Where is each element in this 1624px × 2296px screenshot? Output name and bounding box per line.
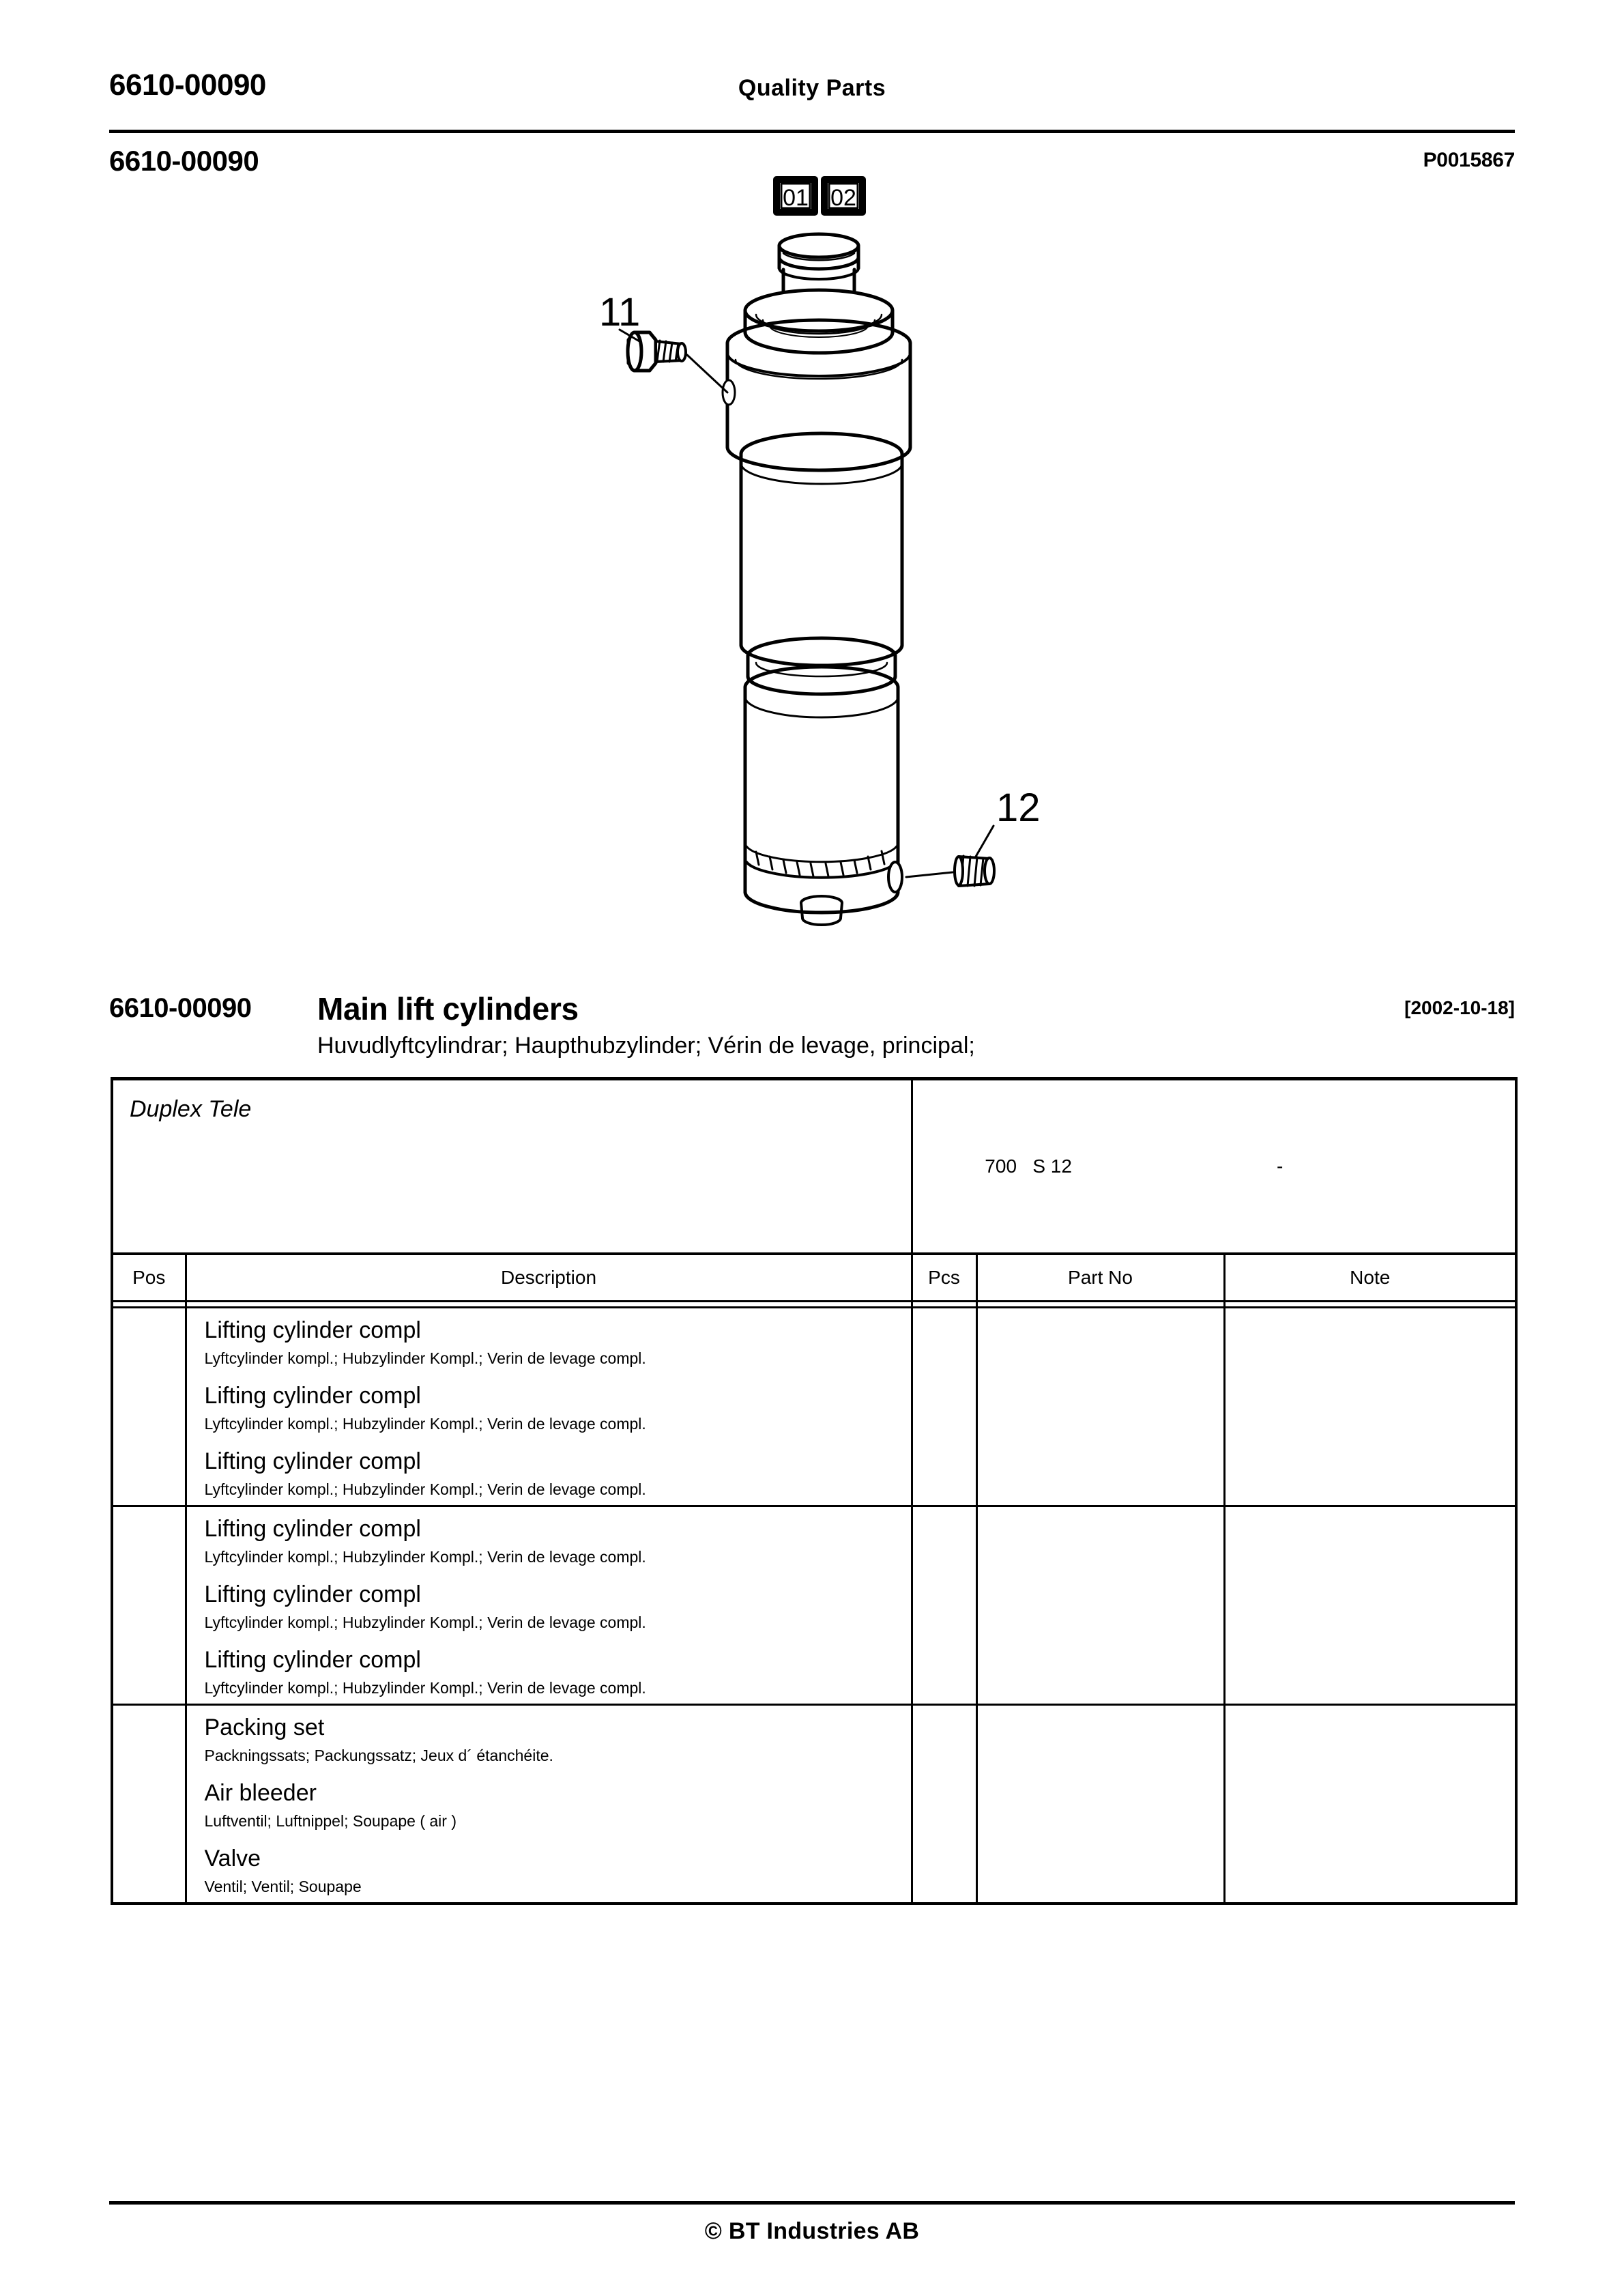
description-primary: Valve bbox=[204, 1846, 261, 1871]
cell-part-no bbox=[976, 1573, 1224, 1638]
table-row bbox=[112, 1374, 1516, 1439]
col-header-pcs: Pcs bbox=[912, 1254, 976, 1302]
section-title: Main lift cylinders bbox=[317, 991, 579, 1027]
cell-description bbox=[186, 1837, 912, 1904]
table-row bbox=[112, 1705, 1516, 1772]
cell-pcs bbox=[912, 1573, 976, 1638]
cell-part-no bbox=[976, 1506, 1224, 1573]
description-primary: Lifting cylinder compl bbox=[204, 1516, 421, 1542]
header-section-code: 6610-00090 bbox=[109, 68, 266, 102]
table-header-row bbox=[112, 1254, 1516, 1302]
variant-spec-code: 700 S 12 bbox=[985, 1156, 1072, 1177]
rule-cell-pcs bbox=[912, 1302, 976, 1308]
description-primary: Air bleeder bbox=[204, 1780, 317, 1806]
table-row bbox=[112, 1573, 1516, 1638]
cell-description bbox=[186, 1439, 912, 1506]
description-primary: Lifting cylinder compl bbox=[204, 1383, 421, 1409]
variant-dash: - bbox=[1276, 1156, 1284, 1177]
valve-part bbox=[955, 856, 994, 886]
cell-pos bbox=[112, 1308, 186, 1375]
cell-pos bbox=[112, 1837, 186, 1904]
description-translations: Lyftcylinder kompl.; Hubzylinder Kompl.; Verin de levage compl. bbox=[204, 1480, 646, 1498]
variant-row bbox=[112, 1079, 1516, 1254]
description-primary: Lifting cylinder compl bbox=[204, 1647, 421, 1673]
header-double-rule bbox=[112, 1302, 1516, 1308]
description-translations: Ventil; Ventil; Soupape bbox=[204, 1878, 362, 1895]
cell-part-no bbox=[976, 1374, 1224, 1439]
cell-note bbox=[1224, 1771, 1516, 1837]
bottom-rule-cell bbox=[112, 1904, 186, 1908]
rule-cell-note bbox=[1224, 1302, 1516, 1308]
col-header-pos: Pos bbox=[112, 1254, 186, 1302]
cell-note bbox=[1224, 1439, 1516, 1506]
bottom-rule-cell bbox=[976, 1904, 1224, 1908]
cell-pos bbox=[112, 1374, 186, 1439]
section-subtitle: Huvudlyftcylindrar; Haupthubzylinder; Vérin de levage, principal; bbox=[317, 1033, 975, 1059]
cell-part-no bbox=[976, 1837, 1224, 1904]
cell-description bbox=[186, 1573, 912, 1638]
callout-label-12: 12 bbox=[996, 786, 1041, 830]
variant-name: Duplex Tele bbox=[112, 1079, 912, 1254]
table-row bbox=[112, 1506, 1516, 1573]
description-primary: Lifting cylinder compl bbox=[204, 1581, 421, 1607]
table-row bbox=[112, 1638, 1516, 1705]
description-translations: Lyftcylinder kompl.; Hubzylinder Kompl.; Verin de levage compl. bbox=[204, 1548, 646, 1566]
cell-pcs bbox=[912, 1837, 976, 1904]
description-translations: Lyftcylinder kompl.; Hubzylinder Kompl.; Verin de levage compl. bbox=[204, 1679, 646, 1697]
cell-pcs bbox=[912, 1506, 976, 1573]
cell-note bbox=[1224, 1638, 1516, 1705]
callout-label-01: 01 bbox=[783, 185, 809, 211]
cell-description bbox=[186, 1705, 912, 1772]
bottom-rule-cell bbox=[912, 1904, 976, 1908]
rule-cell-pos bbox=[112, 1302, 186, 1308]
bottom-rule-cell bbox=[1224, 1904, 1516, 1908]
description-translations: Luftventil; Luftnippel; Soupape ( air ) bbox=[204, 1812, 457, 1830]
section-code: 6610-00090 bbox=[109, 993, 252, 1023]
description-primary: Packing set bbox=[204, 1714, 325, 1740]
page-header bbox=[109, 68, 1515, 130]
table-bottom-rule bbox=[112, 1904, 1516, 1908]
description-translations: Packningssats; Packungssatz; Jeux d´ étanchéite. bbox=[204, 1747, 553, 1764]
footer-divider bbox=[109, 2201, 1515, 2205]
section-title-block bbox=[109, 993, 1515, 1082]
cell-pcs bbox=[912, 1771, 976, 1837]
description-translations: Lyftcylinder kompl.; Hubzylinder Kompl.; Verin de levage compl. bbox=[204, 1415, 646, 1433]
parts-table bbox=[111, 1077, 1518, 1908]
cell-note bbox=[1224, 1308, 1516, 1375]
col-header-description: Description bbox=[186, 1254, 912, 1302]
cell-pos bbox=[112, 1573, 186, 1638]
cell-note bbox=[1224, 1705, 1516, 1772]
cell-pos bbox=[112, 1439, 186, 1506]
rule-cell-part bbox=[976, 1302, 1224, 1308]
cell-note bbox=[1224, 1573, 1516, 1638]
cell-pcs bbox=[912, 1308, 976, 1375]
cell-part-no bbox=[976, 1771, 1224, 1837]
cell-part-no bbox=[976, 1308, 1224, 1375]
rule-cell-desc bbox=[186, 1302, 912, 1308]
cell-pcs bbox=[912, 1439, 976, 1506]
revision-date: [2002-10-18] bbox=[1404, 997, 1515, 1018]
table-row bbox=[112, 1771, 1516, 1837]
cell-note bbox=[1224, 1837, 1516, 1904]
header-brand-title: Quality Parts bbox=[738, 75, 886, 101]
description-primary: Lifting cylinder compl bbox=[204, 1317, 421, 1343]
callout-label-02: 02 bbox=[830, 185, 856, 211]
cell-part-no bbox=[976, 1638, 1224, 1705]
col-header-note: Note bbox=[1224, 1254, 1516, 1302]
exploded-parts-illustration bbox=[587, 174, 1064, 966]
cell-description bbox=[186, 1374, 912, 1439]
cell-description bbox=[186, 1771, 912, 1837]
cell-description bbox=[186, 1308, 912, 1375]
header-divider bbox=[109, 130, 1515, 133]
cell-part-no bbox=[976, 1439, 1224, 1506]
description-primary: Lifting cylinder compl bbox=[204, 1448, 421, 1474]
cell-part-no bbox=[976, 1705, 1224, 1772]
cell-pos bbox=[112, 1771, 186, 1837]
drawing-reference: P0015867 bbox=[1423, 149, 1515, 171]
description-translations: Lyftcylinder kompl.; Hubzylinder Kompl.; Verin de levage compl. bbox=[204, 1349, 646, 1367]
air-bleeder-part bbox=[628, 332, 686, 371]
cell-pos bbox=[112, 1638, 186, 1705]
table-row bbox=[112, 1439, 1516, 1506]
cell-pcs bbox=[912, 1705, 976, 1772]
cell-description bbox=[186, 1638, 912, 1705]
description-translations: Lyftcylinder kompl.; Hubzylinder Kompl.; Verin de levage compl. bbox=[204, 1613, 646, 1631]
table-row bbox=[112, 1837, 1516, 1904]
footer-copyright: © BT Industries AB bbox=[704, 2218, 920, 2244]
cell-pos bbox=[112, 1705, 186, 1772]
cell-description bbox=[186, 1506, 912, 1573]
cell-pcs bbox=[912, 1638, 976, 1705]
cell-note bbox=[1224, 1374, 1516, 1439]
table-row bbox=[112, 1308, 1516, 1375]
variant-spec bbox=[912, 1079, 1516, 1254]
cell-note bbox=[1224, 1506, 1516, 1573]
bottom-rule-cell bbox=[186, 1904, 912, 1908]
callout-label-11: 11 bbox=[599, 290, 641, 334]
cell-pos bbox=[112, 1506, 186, 1573]
col-header-part-no: Part No bbox=[976, 1254, 1224, 1302]
sub-header-section-code: 6610-00090 bbox=[109, 145, 259, 177]
cell-pcs bbox=[912, 1374, 976, 1439]
